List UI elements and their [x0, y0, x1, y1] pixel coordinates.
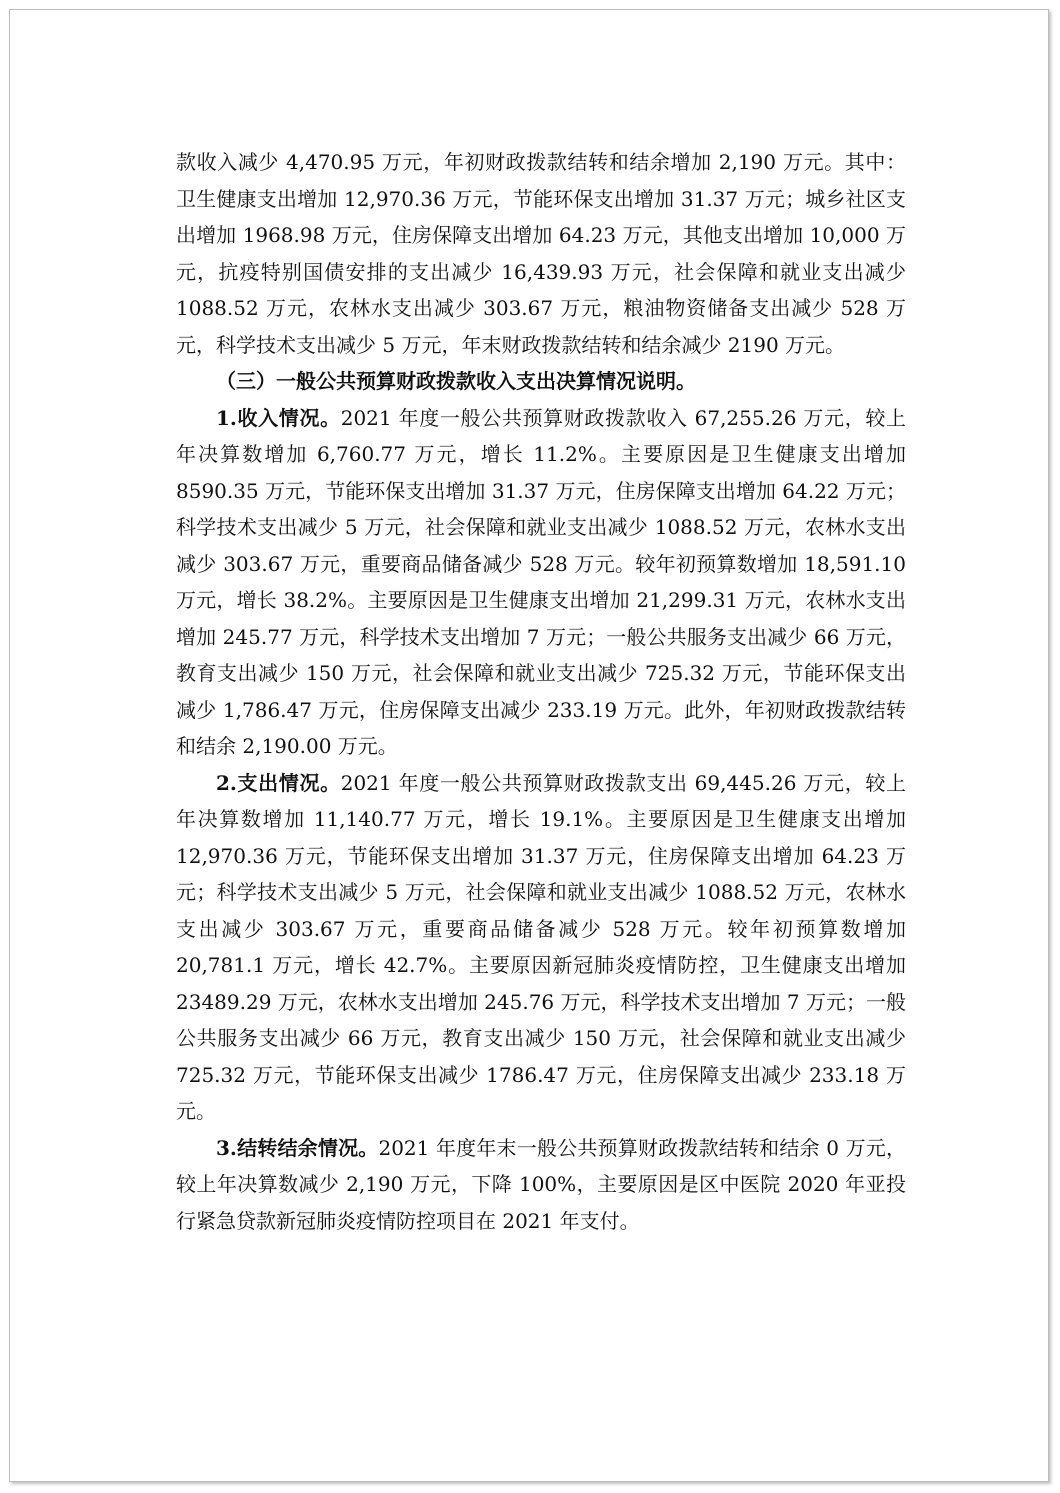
- carryover-body: 2021 年度年末一般公共预算财政拨款结转和结余 0 万元，较上年决算数减少 2,190 万元，下降 100%，主要原因是区中医院 2020 年亚投行紧急贷款新冠肺炎疫情防控项目在 2021 年支付。: [176, 1135, 906, 1233]
- document-body: [176, 144, 906, 1239]
- carryover-paragraph: [176, 1130, 906, 1240]
- income-lead: 1.收入情况。: [216, 405, 341, 430]
- carryover-lead: 3.结转结余情况。: [216, 1135, 379, 1160]
- expenditure-paragraph: [176, 765, 906, 1130]
- expenditure-lead: 2.支出情况。: [216, 770, 341, 795]
- income-body: 2021 年度一般公共预算财政拨款收入 67,255.26 万元，较上年决算数增加 6,760.77 万元，增长 11.2%。主要原因是卫生健康支出增加 8590.35 万元，节能环保支出增加 31.37 万元，住房保障支出增加 64.22 万元；科学技术支出减少 5 万元，社会保障和就业支出减少 1088.52 万元，农林水支出减少 303.67 万元，重要商品储备减少 528 万元。较年初预算数增加 18,591.10 万元，增长 38.2%。主要原因是卫生健康支出增加 21,299.31 万元，农林水支出增加 245.77 万元，科学技术支出增加 7 万元；一般公共服务支出减少 66 万元，教育支出减少 150 万元，社会保障和就业支出减少 725.32 万元，节能环保支出减少 1,786.47 万元，住房保障支出减少 233.19 万元。此外，年初财政拨款结转和结余 2,190.00 万元。: [176, 405, 906, 758]
- document-page: [9, 9, 1049, 1482]
- income-paragraph: [176, 400, 906, 765]
- section-heading: （三）一般公共预算财政拨款收入支出决算情况说明。: [216, 369, 696, 393]
- paragraph-continuation: 款收入减少 4,470.95 万元，年初财政拨款结转和结余增加 2,190 万元。其中：卫生健康支出增加 12,970.36 万元，节能环保支出增加 31.37 万元；城乡社区支出增加 1968.98 万元，住房保障支出增加 64.23 万元，其他支出增加 10,000 万元，抗疫特别国债安排的支出减少 16,439.93 万元，社会保障和就业支出减少 1088.52 万元，农林水支出减少 303.67 万元，粮油物资储备支出减少 528 万元，科学技术支出减少 5 万元，年末财政拨款结转和结余减少 2190 万元。: [176, 150, 906, 357]
- expenditure-body: 2021 年度一般公共预算财政拨款支出 69,445.26 万元，较上年决算数增加 11,140.77 万元，增长 19.1%。主要原因是卫生健康支出增加 12,970.36 万元，节能环保支出增加 31.37 万元，住房保障支出增加 64.23 万元；科学技术支出减少 5 万元，社会保障和就业支出减少 1088.52 万元，农林水支出减少 303.67 万元，重要商品储备减少 528 万元。较年初预算数增加 20,781.1 万元，增长 42.7%。主要原因新冠肺炎疫情防控，卫生健康支出增加 23489.29 万元，农林水支出增加 245.76 万元，科学技术支出增加 7 万元；一般公共服务支出减少 66 万元，教育支出减少 150 万元，社会保障和就业支出减少 725.32 万元，节能环保支出减少 1786.47 万元，住房保障支出减少 233.18 万元。: [176, 770, 906, 1123]
